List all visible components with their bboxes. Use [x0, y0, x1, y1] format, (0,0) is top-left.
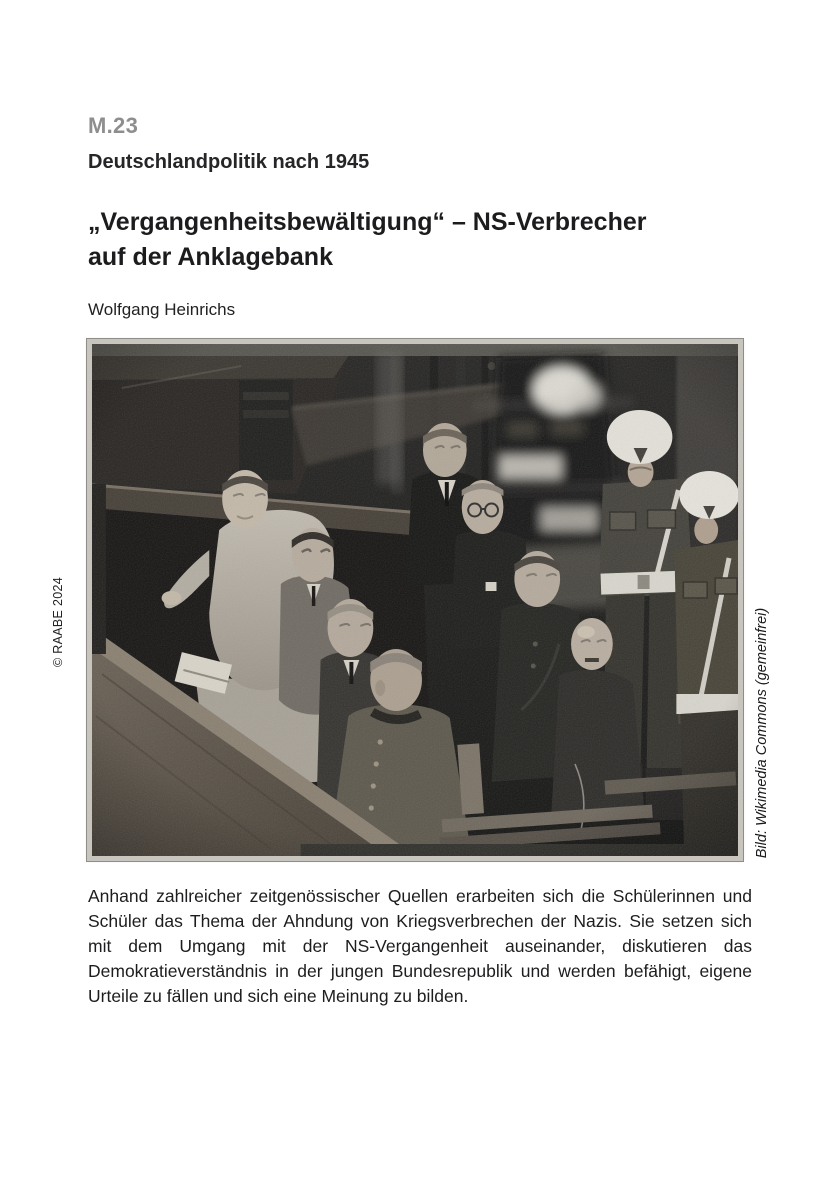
nuremberg-dock-illustration — [92, 344, 738, 856]
module-code: M.23 — [88, 113, 139, 138]
page-title: „Vergangenheitsbewältigung“ – NS-Verbrecher auf der Anklagebank — [88, 208, 647, 271]
film-grain-overlay — [92, 344, 738, 856]
topic-heading: Deutschlandpolitik nach 1945 — [88, 151, 370, 173]
copyright-notice: © RAABE 2024 — [51, 577, 65, 667]
intro-paragraph: Anhand zahlreicher zeitgenössischer Quellen erarbeiten sich die Schülerinnen und Schüler das Thema der Ahndung von Kriegsverbrechen der Nazis. Sie setzen sich mit dem Umgang mit der NS-Vergangenheit auseinander, diskutieren das Demokratieverständnis in der jungen Bundesrepublik und werden befähigt, eigene Urteile zu fällen und sich eine Meinung zu bilden. — [88, 886, 752, 1006]
author-name: Wolfgang Heinrichs — [88, 300, 236, 319]
image-credit: Bild: Wikimedia Commons (gemeinfrei) — [754, 607, 770, 859]
historical-photo — [87, 339, 743, 861]
